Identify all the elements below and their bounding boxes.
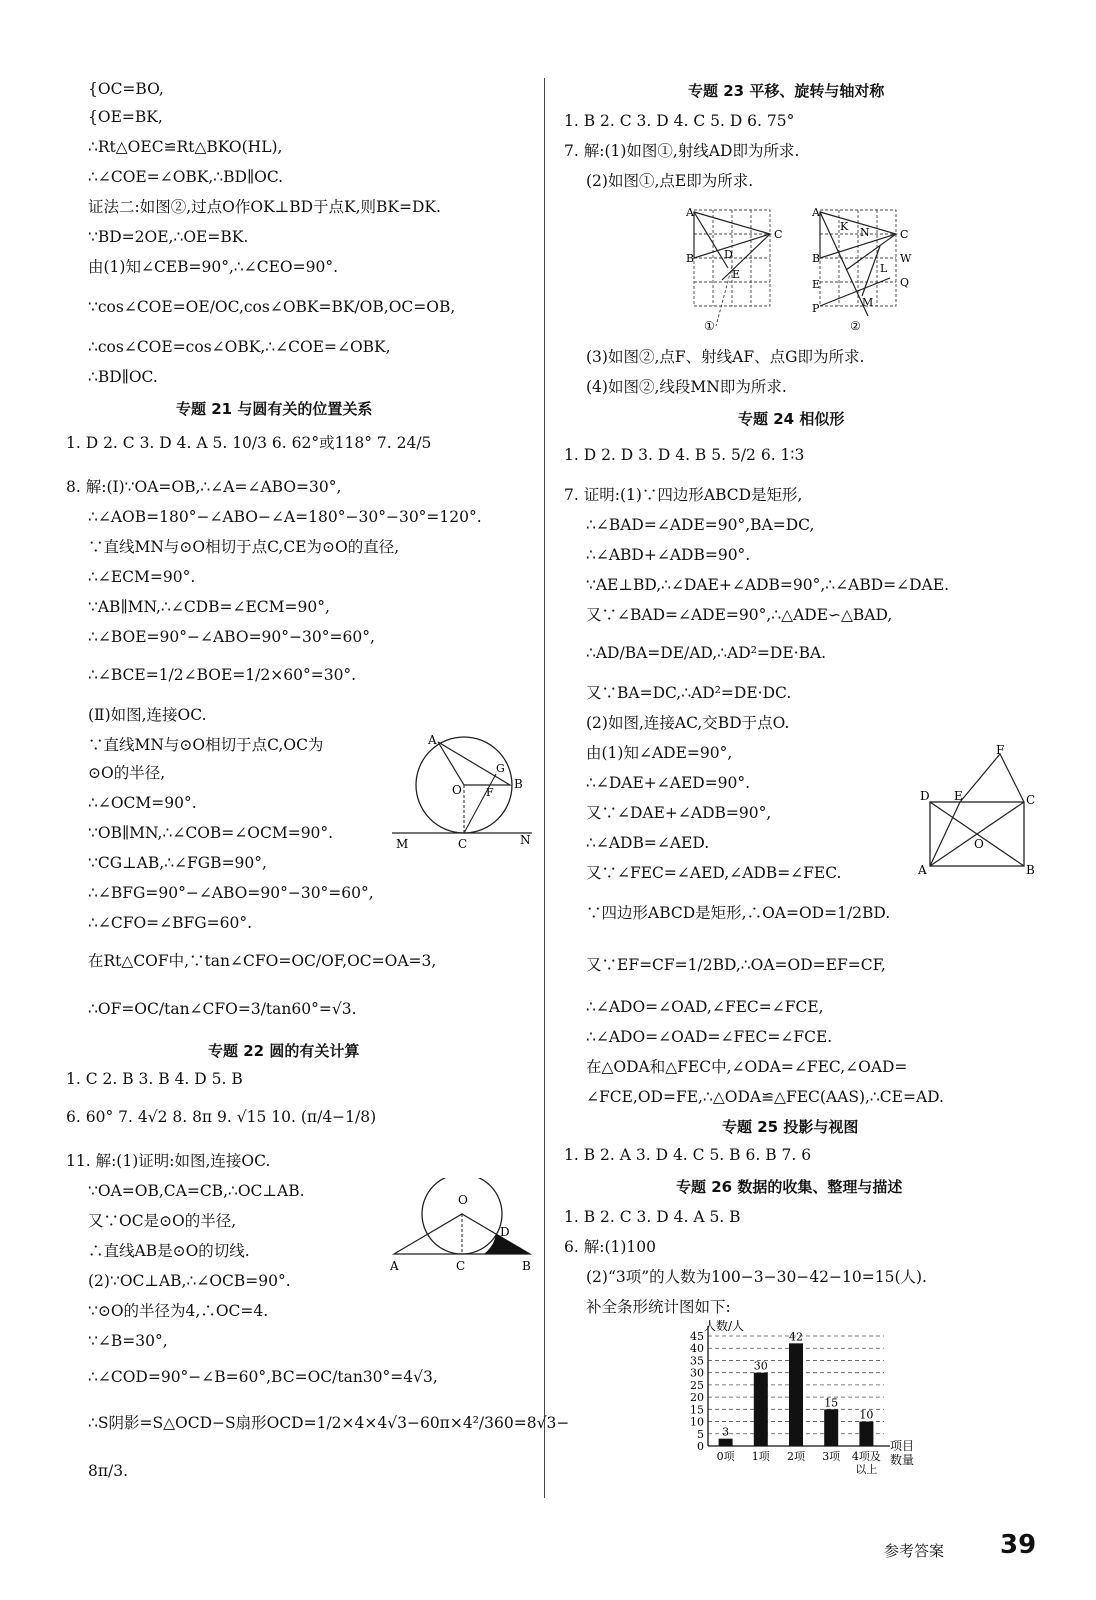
label: P [812,302,820,315]
text-line: ∵AB∥MN,∴∠CDB=∠ECM=90°, [88,598,330,616]
label: B [522,1259,531,1273]
text-line: 1. C 2. B 3. B 4. D 5. B [66,1070,243,1088]
chart-y-tick-label: 0 [697,1440,704,1453]
text-line: ∴∠ABD+∠ADB=90°. [586,546,751,564]
grid-figure-1 [686,206,786,334]
heading-topic-22: 专题 22 圆的有关计算 [208,1042,360,1060]
text-line: ∵⊙O的半径为4,∴OC=4. [88,1302,269,1320]
chart-x-axis-label-line2: 数量 [890,1453,915,1467]
chart-x-axis-label-line1: 项目 [890,1439,915,1453]
text-line: ∴BD∥OC. [88,368,158,386]
heading-topic-21: 专题 21 与圆有关的位置关系 [176,400,373,418]
label: ② [850,319,861,333]
text-line: ∵直线MN与⊙O相切于点C,OC为 [88,736,324,754]
label: K [840,220,849,233]
text-line: 补全条形统计图如下: [586,1298,731,1316]
text-line: (Ⅱ)如图,连接OC. [88,706,207,724]
chart-data-label: 42 [789,1330,803,1344]
text-line: (2)如图①,点E即为所求. [586,172,754,190]
circle-figure-8 [392,730,538,854]
text-line: 7. 解:(1)如图①,射线AD即为所求. [564,142,800,160]
label: M [396,837,409,851]
chart-y-axis-label: 人数/人 [704,1319,745,1333]
bar-chart [684,1316,924,1476]
text-line: ∴Rt△OEC≌Rt△BKO(HL), [88,138,283,156]
label: E [954,789,963,803]
text-line: ∵∠B=30°, [88,1332,168,1350]
label: L [880,262,888,275]
text-line: ∴∠ADO=∠OAD,∠FEC=∠FCE, [586,998,824,1016]
chart-y-tick-label: 40 [690,1342,704,1356]
text-line: 8π/3. [88,1462,129,1480]
label: A [812,206,820,219]
text-line: ∴∠AOB=180°−∠ABO−∠A=180°−30°−30°=120°. [88,508,482,526]
label: E [732,268,741,281]
chart-bar [789,1343,803,1446]
text-line: ∵OA=OB,CA=CB,∴OC⊥AB. [88,1182,305,1200]
text-line: ∵BD=2OE,∴OE=BK. [88,228,249,246]
text-line: 又∵EF=CF=1/2BD,∴OA=OD=EF=CF, [586,956,886,974]
chart-x-tick-label: 2项 [787,1450,805,1463]
text-line: ∴∠CFO=∠BFG=60°. [88,914,253,932]
text-line: ∴∠BCE=1/2∠BOE=1/2×60°=30°. [88,666,357,684]
label: B [514,777,523,791]
chart-y-tick-label: 25 [690,1378,704,1392]
text-line: 在△ODA和△FEC中,∠ODA=∠FEC,∠OAD= [586,1058,908,1076]
chart-x-tick-label: 3项 [822,1450,841,1463]
text-line: 1. B 2. C 3. D 4. C 5. D 6. 75° [564,112,795,130]
label: Q [900,276,910,289]
label: O [974,837,984,851]
label: D [920,789,930,803]
label: A [390,1259,399,1273]
text-line: ∴∠DAE+∠AED=90°. [586,774,751,792]
text-line: 6. 60° 7. 4√2 8. 8π 9. √15 10. (π/4−1/8) [66,1108,377,1126]
text-line: 6. 解:(1)100 [564,1238,656,1256]
text-line: ∵四边形ABCD是矩形,∴OA=OD=1/2BD. [586,904,891,922]
text-line: ⊙O的半径, [88,764,166,782]
chart-data-label: 30 [753,1359,768,1373]
label: M [862,296,874,309]
column-divider [544,78,545,1498]
text-line: 又∵∠DAE+∠ADB=90°, [586,804,772,822]
text-line: ∴直线AB是⊙O的切线. [88,1242,250,1260]
text-line: ∴cos∠COE=cos∠OBK,∴∠COE=∠OBK, [88,338,391,356]
text-line: ∵CG⊥AB,∴∠FGB=90°, [88,854,267,872]
heading-topic-25: 专题 25 投影与视图 [722,1118,859,1136]
chart-x-tick-label: 1项 [751,1450,770,1463]
text-line: 又∵∠BAD=∠ADE=90°,∴△ADE∽△BAD, [586,606,893,624]
text-line: 1. D 2. C 3. D 4. A 5. 10/3 6. 62°或118° 7. 24/5 [66,434,432,452]
text-line: ∵AE⊥BD,∴∠DAE+∠ADB=90°,∴∠ABD=∠DAE. [586,576,949,594]
page-number: 39 [1000,1530,1037,1560]
chart-x-tick-label: 以上 [855,1463,878,1476]
text-line: 又∵OC是⊙O的半径, [88,1212,237,1230]
text-line: ∵OB∥MN,∴∠COB=∠OCM=90°. [88,824,334,842]
label: B [1026,863,1035,877]
text-line: ∴∠BOE=90°−∠ABO=90°−30°=60°, [88,628,375,646]
label: C [458,837,468,851]
text-line: 又∵BA=DC,∴AD²=DE·DC. [586,684,792,702]
text-line: ∴∠ADO=∠OAD=∠FEC=∠FCE. [586,1028,833,1046]
heading-topic-23: 专题 23 平移、旋转与轴对称 [688,82,885,100]
text-line: {OE=BK, [88,108,163,126]
text-line: 在Rt△COF中,∵tan∠CFO=OC/OF,OC=OA=3, [88,952,437,970]
chart-y-tick-label: 15 [690,1403,704,1417]
label: F [486,786,494,799]
chart-x-tick-label: 0项 [716,1450,735,1463]
chart-data-label: 3 [722,1425,730,1439]
chart-bar [754,1373,768,1446]
label: B [686,252,695,265]
text-line: ∴∠COD=90°−∠B=60°,BC=OC/tan30°=4√3, [88,1368,438,1386]
text-line: (2)∵OC⊥AB,∴∠OCB=90°. [88,1272,291,1290]
footer-label: 参考答案 [884,1542,945,1560]
label: D [724,248,733,261]
grid-figure-2 [810,206,920,334]
label: O [452,783,462,797]
text-line: ∴∠OCM=90°. [88,794,197,812]
text-line: ∵cos∠COE=OE/OC,cos∠OBK=BK/OB,OC=OB, [88,298,456,316]
label: A [428,733,437,747]
text-line: ∴∠ECM=90°. [88,568,196,586]
text-line: 又∵∠FEC=∠AED,∠ADB=∠FEC. [586,864,842,882]
text-line: 1. B 2. C 3. D 4. A 5. B [564,1208,741,1226]
text-line: 11. 解:(1)证明:如图,连接OC. [66,1152,271,1170]
heading-topic-26: 专题 26 数据的收集、整理与描述 [676,1178,903,1196]
rectangle-figure [914,742,1044,878]
chart-x-axis-label [890,1439,914,1467]
chart-bar [824,1409,838,1446]
text-line: ∠FCE,OD=FE,∴△ODA≌△FEC(AAS),∴CE=AD. [586,1088,944,1106]
label: N [520,833,531,847]
chart-y-tick-label: 20 [690,1391,704,1405]
circle-figure-11 [386,1178,536,1274]
label: F [996,743,1005,757]
chart-data-label: 15 [824,1396,839,1410]
label: D [500,1225,510,1239]
text-line: {OC=BO, [88,80,164,98]
text-line: (3)如图②,点F、射线AF、点G即为所求. [586,348,865,366]
chart-y-tick-label: 30 [690,1366,704,1380]
text-line: ∵直线MN与⊙O相切于点C,CE为⊙O的直径, [88,538,400,556]
text-line: (2)“3项”的人数为100−3−30−42−10=15(人). [586,1268,927,1286]
label: C [774,228,783,241]
label: C [456,1259,466,1273]
text-line: (4)如图②,线段MN即为所求. [586,378,787,396]
label: G [496,762,505,775]
label: ① [704,319,715,333]
label: A [686,206,694,219]
label: A [918,863,927,877]
text-line: 由(1)知∠ADE=90°, [586,744,733,762]
chart-data-label: 10 [859,1408,874,1422]
text-line: ∴∠COE=∠OBK,∴BD∥OC. [88,168,284,186]
text-line: (2)如图,连接AC,交BD于点O. [586,714,790,732]
text-line: ∴∠ADB=∠AED. [586,834,710,852]
text-line: 证法二:如图②,过点O作OK⊥BD于点K,则BK=DK. [88,198,441,216]
label: O [458,1193,468,1207]
label: C [1026,793,1036,807]
label: B [812,252,821,265]
chart-y-tick-label: 35 [690,1354,704,1368]
text-line: 8. 解:(Ⅰ)∵OA=OB,∴∠A=∠ABO=30°, [66,478,342,496]
text-line: 7. 证明:(1)∵四边形ABCD是矩形, [564,486,803,504]
chart-bar [719,1439,733,1446]
label: N [860,226,870,239]
text-line: 由(1)知∠CEB=90°,∴∠CEO=90°. [88,258,339,276]
chart-y-tick-label: 10 [690,1415,704,1429]
heading-topic-24: 专题 24 相似形 [738,410,845,428]
label: C [900,228,909,241]
chart-bar [859,1422,873,1446]
label: W [900,252,912,265]
text-line: 1. B 2. A 3. D 4. C 5. B 6. B 7. 6 [564,1146,812,1164]
text-line: ∴OF=OC/tan∠CFO=3/tan60°=√3. [88,1000,357,1018]
text-line: ∴∠BAD=∠ADE=90°,BA=DC, [586,516,815,534]
text-line: ∴S阴影=S△OCD−S扇形OCD=1/2×4×4√3−60π×4²/360=8√3− [88,1414,570,1432]
text-line: ∴∠BFG=90°−∠ABO=90°−30°=60°, [88,884,374,902]
chart-x-tick-label: 4项及 [851,1450,881,1463]
text-line: ∴AD/BA=DE/AD,∴AD²=DE·BA. [586,644,827,662]
chart-y-tick-label: 45 [690,1330,704,1343]
label: E [812,278,821,291]
chart-y-tick-label: 5 [697,1427,704,1441]
text-line: 1. D 2. D 3. D 4. B 5. 5/2 6. 1∶3 [564,446,805,464]
